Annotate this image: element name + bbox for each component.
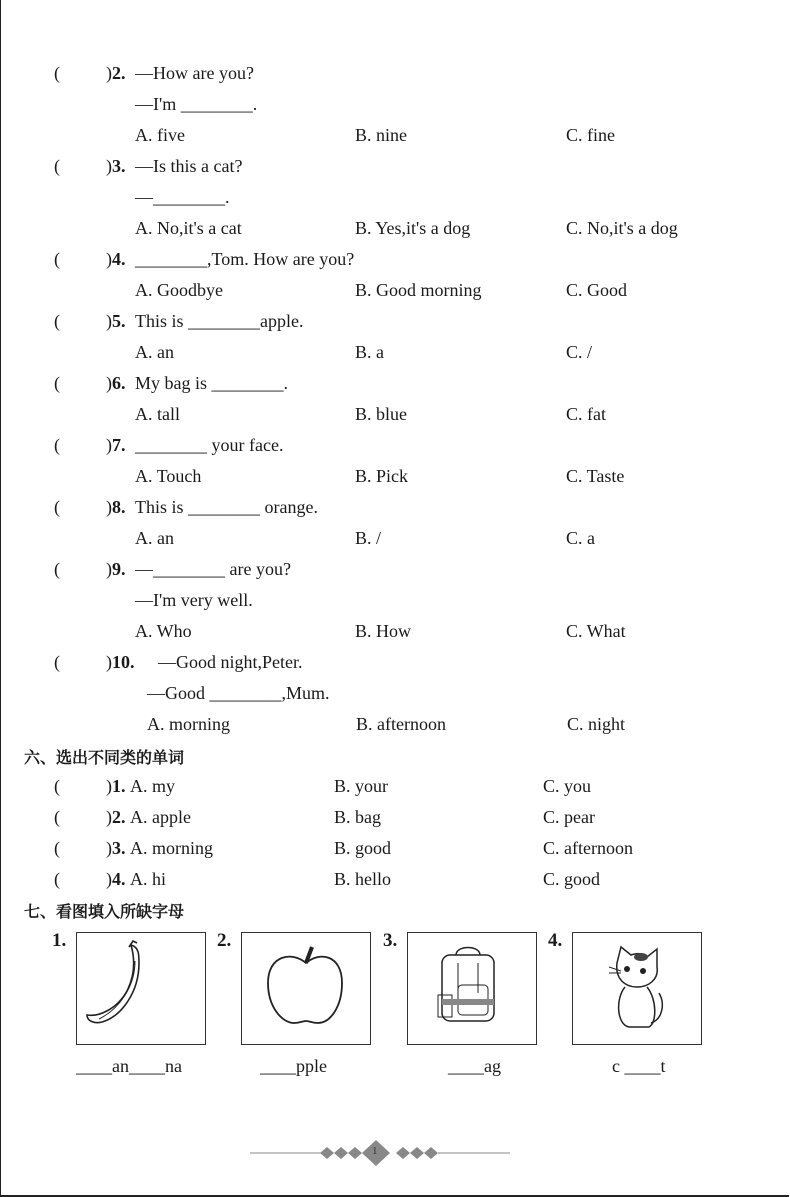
question-text: —I'm ________. <box>135 94 258 114</box>
option-c[interactable]: C. What <box>566 621 626 641</box>
option-a[interactable]: A. an <box>135 528 174 548</box>
option-c[interactable]: C. good <box>543 869 601 889</box>
question-number: 1. <box>112 776 126 796</box>
item-number: 4. <box>548 930 563 951</box>
option-c[interactable]: C. fat <box>566 404 606 424</box>
answer-bracket-close: ) <box>106 435 112 455</box>
option-b[interactable]: B. bag <box>334 807 381 827</box>
answer-bracket[interactable]: ( <box>54 63 60 83</box>
option-b[interactable]: B. How <box>355 621 412 641</box>
question-number: 7. <box>112 435 126 455</box>
item-number: 1. <box>52 930 67 951</box>
answer-bracket-close: ) <box>106 373 112 393</box>
answer-bracket-close: ) <box>106 559 112 579</box>
answer-bracket[interactable]: ( <box>54 776 60 796</box>
question-number: 10. <box>112 652 135 672</box>
section7-title: 七、看图填入所缺字母 <box>24 902 185 921</box>
answer-bracket-close: ) <box>106 63 112 83</box>
question-number: 4. <box>112 869 126 889</box>
question-number: 8. <box>112 497 126 517</box>
page-footer <box>250 1140 510 1166</box>
question-number: 6. <box>112 373 126 393</box>
answer-bracket[interactable]: ( <box>54 652 60 672</box>
option-c[interactable]: C. a <box>566 528 595 548</box>
question-number: 3. <box>112 156 126 176</box>
question-number: 9. <box>112 559 126 579</box>
option-b[interactable]: B. afternoon <box>356 714 446 734</box>
item-number: 2. <box>217 930 232 951</box>
fill-in-answer[interactable]: ____an____na <box>76 1056 182 1076</box>
option-a[interactable]: A. five <box>135 125 185 145</box>
option-c[interactable]: C. Taste <box>566 466 625 486</box>
question-text: —________ are you? <box>135 559 291 579</box>
footer-ornament-icon <box>250 1140 510 1166</box>
answer-bracket-close: ) <box>106 311 112 331</box>
question-number: 2. <box>112 807 126 827</box>
option-b[interactable]: B. / <box>355 528 382 548</box>
option-a[interactable]: A. Goodbye <box>135 280 223 300</box>
option-a[interactable]: A. No,it's a cat <box>135 218 242 238</box>
option-c[interactable]: C. pear <box>543 807 595 827</box>
answer-bracket[interactable]: ( <box>54 497 60 517</box>
answer-bracket[interactable]: ( <box>54 373 60 393</box>
answer-bracket-close: ) <box>106 652 112 672</box>
section6-title: 六、选出不同类的单词 <box>24 748 185 767</box>
answer-bracket[interactable]: ( <box>54 807 60 827</box>
option-a[interactable]: A. Touch <box>135 466 202 486</box>
question-text: My bag is ________. <box>135 373 288 393</box>
question-text: ________,Tom. How are you? <box>135 249 355 269</box>
option-b[interactable]: B. hello <box>334 869 391 889</box>
option-b[interactable]: B. nine <box>355 125 407 145</box>
bag-icon <box>407 932 537 1045</box>
option-c[interactable]: C. you <box>543 776 592 796</box>
answer-bracket[interactable]: ( <box>54 249 60 269</box>
option-b[interactable]: B. blue <box>355 404 407 424</box>
question-text: —Good ________,Mum. <box>147 683 330 703</box>
option-b[interactable]: B. Pick <box>355 466 409 486</box>
answer-bracket-close: ) <box>106 497 112 517</box>
option-b[interactable]: B. good <box>334 838 392 858</box>
answer-bracket-close: ) <box>106 807 112 827</box>
option-b[interactable]: B. your <box>334 776 388 796</box>
answer-bracket[interactable]: ( <box>54 435 60 455</box>
question-text: —How are you? <box>135 63 254 83</box>
question-number: 3. <box>112 838 126 858</box>
answer-bracket[interactable]: ( <box>54 838 60 858</box>
option-a[interactable]: A. an <box>135 342 174 362</box>
question-text: —Good night,Peter. <box>158 652 303 672</box>
option-a[interactable]: A. my <box>130 776 175 796</box>
banana-icon <box>76 932 206 1045</box>
cat-icon <box>572 932 702 1045</box>
fill-in-answer[interactable]: ____ag <box>448 1056 501 1076</box>
option-a[interactable]: A. morning <box>130 838 213 858</box>
question-number: 2. <box>112 63 126 83</box>
option-a[interactable]: A. hi <box>130 869 166 889</box>
item-number: 3. <box>383 930 398 951</box>
page-number: 1 <box>372 1145 378 1157</box>
option-c[interactable]: C. / <box>566 342 593 362</box>
question-text: ________ your face. <box>135 435 284 455</box>
option-c[interactable]: C. afternoon <box>543 838 633 858</box>
option-c[interactable]: C. Good <box>566 280 628 300</box>
question-number: 4. <box>112 249 126 269</box>
question-number: 5. <box>112 311 126 331</box>
option-c[interactable]: C. No,it's a dog <box>566 218 678 238</box>
option-b[interactable]: B. Yes,it's a dog <box>355 218 471 238</box>
answer-bracket[interactable]: ( <box>54 559 60 579</box>
answer-bracket-close: ) <box>106 838 112 858</box>
option-b[interactable]: B. a <box>355 342 384 362</box>
answer-bracket[interactable]: ( <box>54 869 60 889</box>
option-a[interactable]: A. apple <box>130 807 191 827</box>
fill-in-answer[interactable]: c ____t <box>612 1056 666 1076</box>
apple-icon <box>241 932 371 1045</box>
option-c[interactable]: C. night <box>567 714 626 734</box>
option-b[interactable]: B. Good morning <box>355 280 482 300</box>
question-text: —________. <box>135 187 230 207</box>
answer-bracket-close: ) <box>106 249 112 269</box>
answer-bracket-close: ) <box>106 869 112 889</box>
answer-bracket[interactable]: ( <box>54 156 60 176</box>
answer-bracket-close: ) <box>106 776 112 796</box>
question-text: This is ________apple. <box>135 311 304 331</box>
option-c[interactable]: C. fine <box>566 125 615 145</box>
option-a[interactable]: A. Who <box>135 621 192 641</box>
fill-in-answer[interactable]: ____pple <box>260 1056 327 1076</box>
option-a[interactable]: A. morning <box>147 714 230 734</box>
question-text: —Is this a cat? <box>135 156 243 176</box>
question-text: —I'm very well. <box>135 590 253 610</box>
answer-bracket-close: ) <box>106 156 112 176</box>
answer-bracket[interactable]: ( <box>54 311 60 331</box>
option-a[interactable]: A. tall <box>135 404 180 424</box>
question-text: This is ________ orange. <box>135 497 318 517</box>
